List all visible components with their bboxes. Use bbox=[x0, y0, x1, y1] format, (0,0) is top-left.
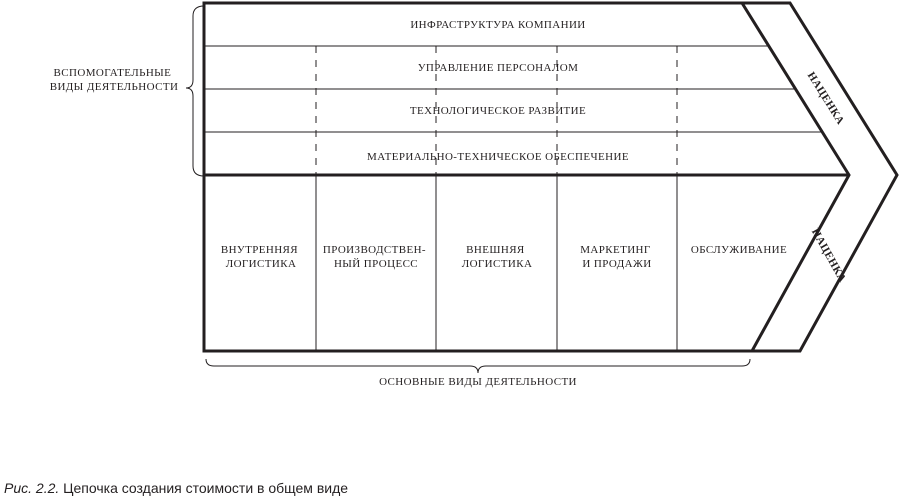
primary-activity-line: НЫЙ ПРОЦЕСС bbox=[333, 258, 419, 270]
primary-activity-label: ОБСЛУЖИВАНИЕ bbox=[690, 244, 788, 256]
primary-activity-line: ВНЕШНЯЯ bbox=[466, 244, 525, 256]
primary-label: ОСНОВНЫЕ ВИДЫ ДЕЯТЕЛЬНОСТИ bbox=[379, 376, 577, 388]
primary-activity-label bbox=[323, 244, 429, 270]
primary-activity-line: ЛОГИСТИКА bbox=[225, 258, 297, 270]
primary-activity-line: ПРОИЗВОДСТВЕН- bbox=[322, 244, 426, 256]
primary-activity-line: ЛОГИСТИКА bbox=[461, 258, 533, 270]
primary-activity-line: ВНУТРЕННЯЯ bbox=[220, 244, 299, 256]
support-label-line: ВИДЫ ДЕЯТЕЛЬНОСТИ bbox=[49, 81, 179, 93]
figure-number: Рис. 2.2. bbox=[4, 480, 60, 496]
margin-label-lower: НАЦЕНКА bbox=[808, 226, 849, 285]
support-row-label: УПРАВЛЕНИЕ ПЕРСОНАЛОМ bbox=[417, 62, 579, 74]
value-chain-body bbox=[204, 3, 849, 351]
primary-activity-label bbox=[462, 244, 533, 270]
support-row-label: МАТЕРИАЛЬНО-ТЕХНИЧЕСКОЕ ОБЕСПЕЧЕНИЕ bbox=[367, 151, 629, 163]
support-row-label: ТЕХНОЛОГИЧЕСКОЕ РАЗВИТИЕ bbox=[409, 105, 587, 117]
primary-activity-line: И ПРОДАЖИ bbox=[582, 258, 652, 270]
support-label bbox=[50, 67, 179, 93]
margin-label-upper: НАЦЕНКА bbox=[804, 69, 847, 127]
figure-caption bbox=[4, 480, 348, 496]
primary-activity-line: МАРКЕТИНГ bbox=[580, 244, 651, 256]
primary-activity-label bbox=[221, 244, 301, 270]
support-label-line: ВСПОМОГАТЕЛЬНЫЕ bbox=[53, 67, 172, 79]
primary-activity-label bbox=[580, 244, 654, 270]
figure-caption-text: Цепочка создания стоимости в общем виде bbox=[59, 480, 349, 496]
support-row-label: ИНФРАСТРУКТУРА КОМПАНИИ bbox=[410, 19, 586, 31]
margin-band bbox=[742, 3, 897, 351]
primary-brace bbox=[206, 359, 750, 373]
support-brace bbox=[186, 6, 204, 176]
